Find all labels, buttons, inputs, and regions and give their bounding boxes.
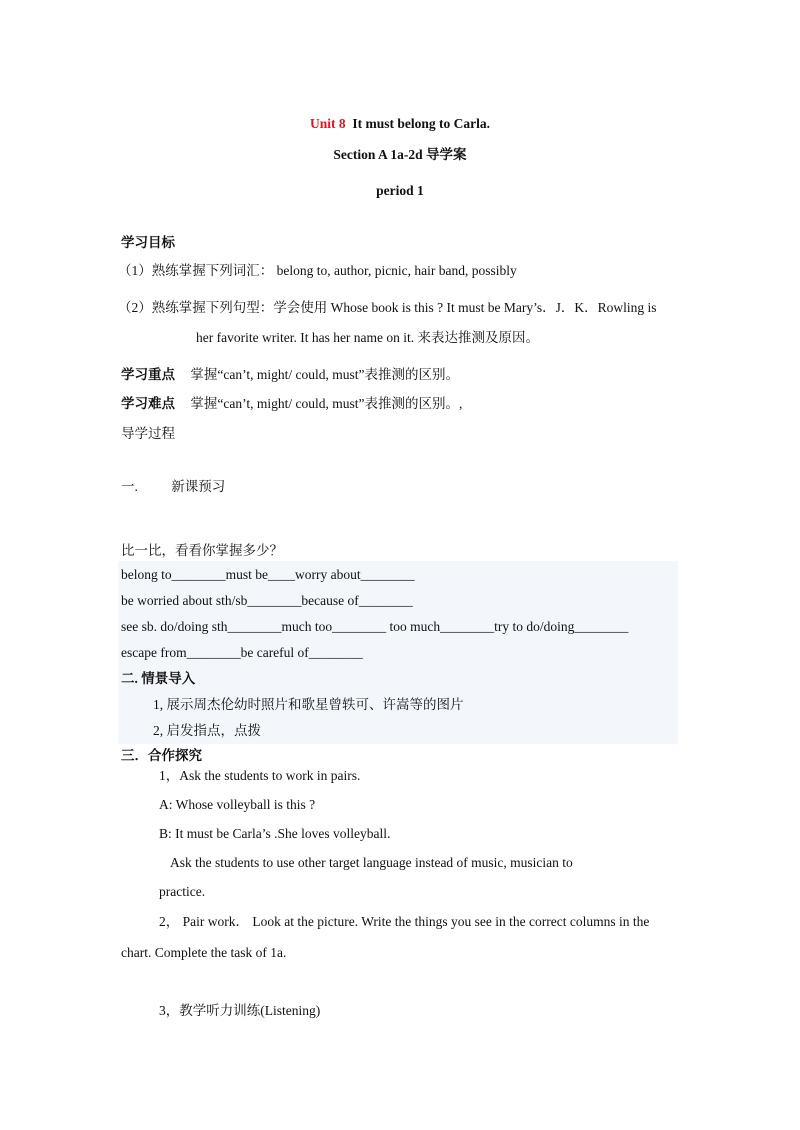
difficult-point-label: 学习难点 — [121, 396, 175, 411]
practice-line-2: practice. — [159, 884, 206, 899]
compare-row-4: escape from________be careful of________ — [121, 645, 363, 660]
section-1-number: 一. — [121, 479, 138, 494]
difficult-point-text: 掌握“can’t, might/ could, must”表推测的区别。, — [190, 396, 463, 411]
compare-row-3: see sb. do/doing sth________much too________ too much________try to do/doing________ — [121, 619, 629, 634]
section-2-item-1: 1, 展示周杰伦幼时照片和歌星曾轶可、许嵩等的图片 — [153, 697, 464, 712]
section-1-title: 新课预习 — [171, 479, 226, 494]
step-1: 1，Ask the students to work in pairs. — [159, 768, 361, 783]
key-point — [121, 366, 459, 384]
unit-title — [0, 115, 800, 133]
dialog-b: B: It must be Carla’s .She loves volleyball. — [159, 826, 391, 841]
objective-item-2-line-1: （2）熟练掌握下列句型：学会使用 Whose book is this ? It must be Mary’s．J．K．Rowling is — [118, 300, 657, 315]
section-3-heading: 三．合作探究 — [121, 748, 202, 763]
process-heading: 导学过程 — [121, 426, 175, 441]
key-point-text: 掌握“can’t, might/ could, must”表推测的区别。 — [190, 367, 459, 382]
section-2-item-2: 2, 启发指点，点拨 — [153, 723, 261, 738]
compare-intro: 比一比，看看你掌握多少？ — [121, 543, 283, 558]
section-title: Section A 1a-2d 导学案 — [333, 147, 467, 162]
compare-row-2: be worried about sth/sb________because of________ — [121, 593, 413, 608]
period-title: period 1 — [376, 183, 424, 198]
step-3: 3，教学听力训练(Listening) — [159, 1003, 321, 1018]
objectives-heading: 学习目标 — [121, 235, 175, 250]
dialog-a: A: Whose volleyball is this ? — [159, 797, 316, 812]
section-2-heading: 二. 情景导入 — [121, 671, 196, 686]
step-2-line-1: 2， Pair work． Look at the picture. Write the things you see in the correct columns in the — [159, 914, 650, 929]
unit-label: Unit 8 — [309, 116, 346, 131]
difficult-point — [121, 395, 462, 413]
practice-line-1: Ask the students to use other target language instead of music, musician to — [170, 855, 573, 870]
compare-row-1: belong to________must be____worry about________ — [121, 567, 415, 582]
key-point-label: 学习重点 — [121, 367, 175, 382]
step-2-line-2: chart. Complete the task of 1a. — [121, 945, 287, 960]
objective-item-1: （1）熟练掌握下列词汇： belong to, author, picnic, hair band, possibly — [118, 263, 517, 278]
unit-title-text: It must belong to Carla. — [352, 116, 490, 131]
objective-item-2-line-2: her favorite writer. It has her name on it. 来表达推测及原因。 — [196, 330, 540, 345]
section-1-heading — [121, 478, 225, 496]
